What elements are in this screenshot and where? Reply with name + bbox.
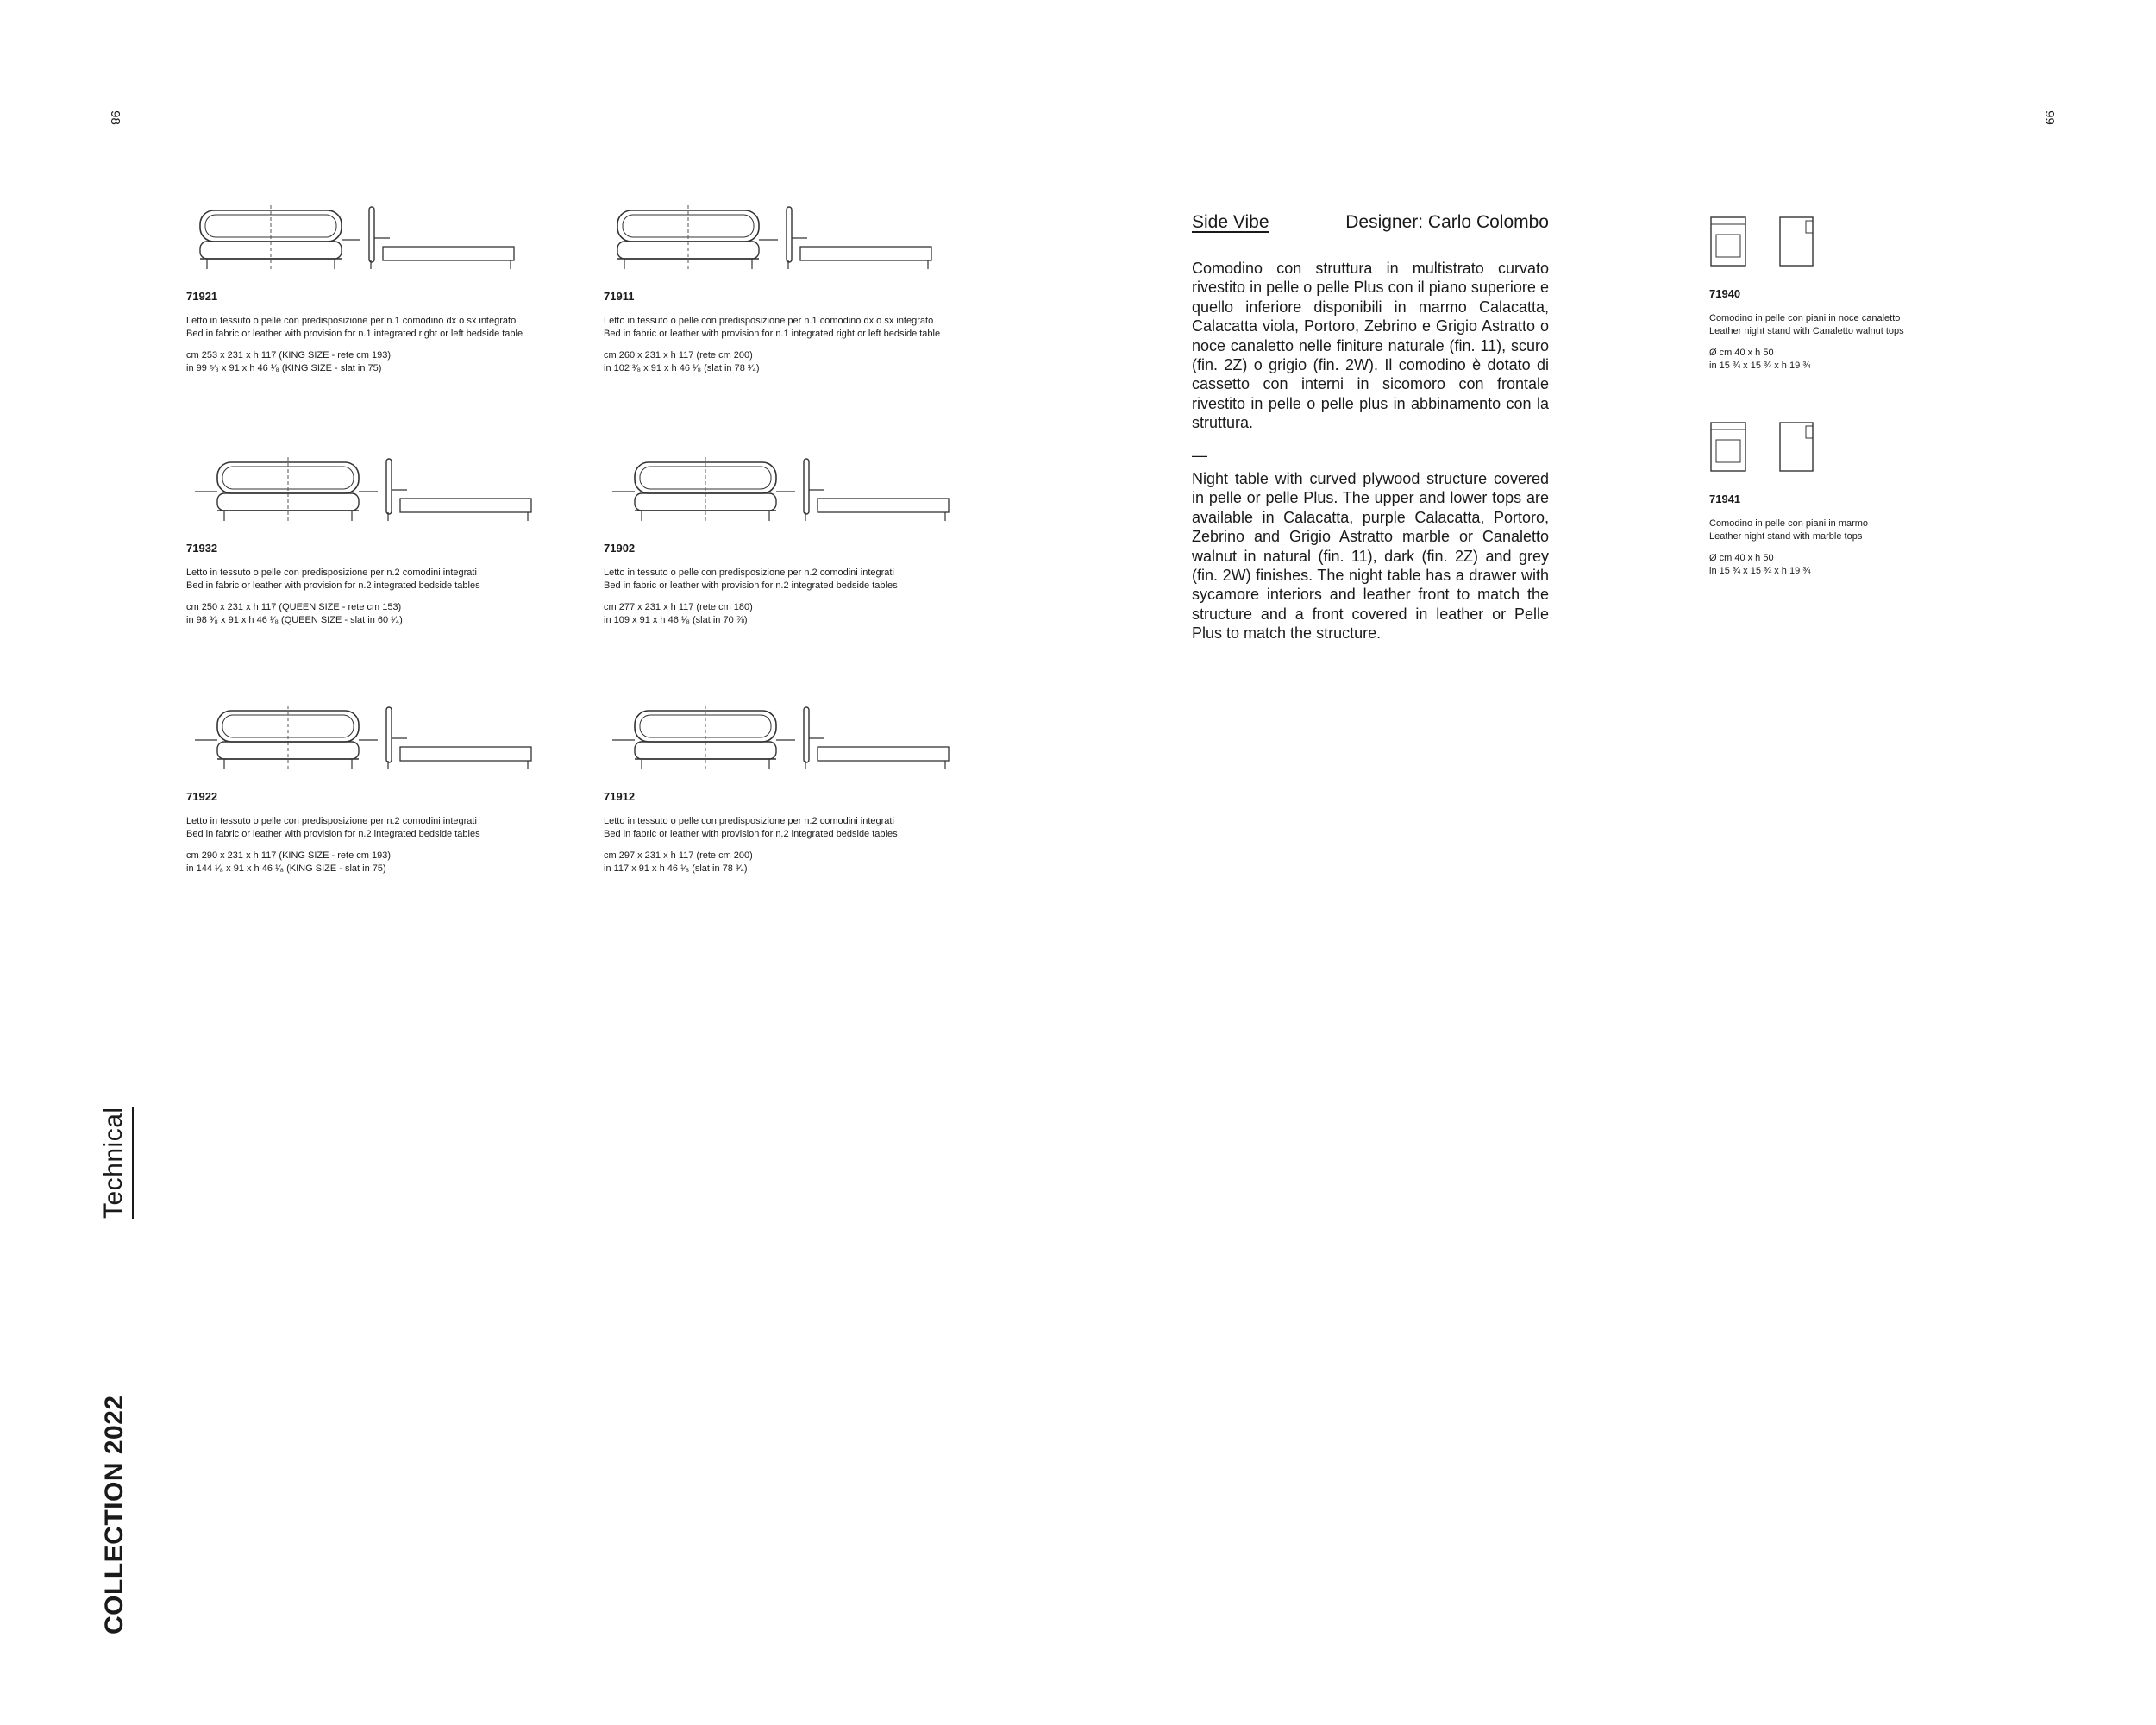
section-label: Technical [99,1107,134,1219]
page-number-left: 98 [107,110,122,125]
description-it: Letto in tessuto o pelle con predisposizione per n.1 comodino dx o sx integrato [604,316,934,326]
dimensions-in: in 117 x 91 x h 46 ¹⁄₈ (slat in 78 ³⁄₄) [604,863,748,874]
description-it: Letto in tessuto o pelle con predisposizione per n.2 comodini integrati [186,568,477,578]
product-code: 71912 [604,790,636,803]
bed-item [604,704,966,875]
dimensions-cm: cm 260 x 231 x h 117 (rete cm 200) [604,350,753,361]
description-en: Bed in fabric or leather with provision for n.1 integrated right or left bedside table [604,329,941,339]
product-code: 71941 [1709,492,1741,505]
bed-item [604,455,966,627]
description-italian: Comodino con struttura in multistrato curvato rivestito in pelle o pelle Plus con il piano superiore e quello inferiore disponibili in marmo Calacatta, Calacatta viola, Portoro, Zebrino e Grigio Astratto o noce canaletto nelle finiture naturale (fin. 11), scuro (fin. 2Z) o grigio (fin. 2W). Il comodino è dotato di cassetto con interni in sicomoro con frontale rivestito in pelle o pelle plus in abbinamento con la struttura. [1192,260,1549,432]
dimensions-cm: Ø cm 40 x h 50 [1709,348,1774,358]
nightstand-item [1709,421,2002,578]
product-code: 71921 [186,290,218,303]
description-en: Bed in fabric or leather with provision for n.2 integrated bedside tables [604,580,898,591]
dimensions-cm: cm 297 x 231 x h 117 (rete cm 200) [604,850,753,861]
bed-drawing [604,704,966,775]
dimensions-in: in 15 ¾ x 15 ¾ x h 19 ¾ [1709,566,1811,576]
bed-item [186,455,548,627]
product-code: 71940 [1709,287,1741,300]
description-en: Leather night stand with marble tops [1709,531,1863,542]
dimensions-in: in 98 ³⁄₈ x 91 x h 46 ¹⁄₈ (QUEEN SIZE - slat in 60 ¹⁄₄) [186,615,403,625]
nightstand-drawing [1709,216,1830,271]
description-it: Comodino in pelle con piani in marmo [1709,518,1869,529]
dimensions-in: in 99 ⁵⁄₈ x 91 x h 46 ¹⁄₈ (KING SIZE - slat in 75) [186,363,382,373]
description-it: Comodino in pelle con piani in noce canaletto [1709,313,1901,323]
description-en: Bed in fabric or leather with provision for n.1 integrated right or left bedside table [186,329,523,339]
bed-item [186,704,548,875]
bed-drawing [186,455,548,526]
bed-drawing [604,455,966,526]
description-en: Bed in fabric or leather with provision for n.2 integrated bedside tables [186,580,480,591]
product-code: 71922 [186,790,218,803]
dimensions-cm: Ø cm 40 x h 50 [1709,553,1774,563]
dimensions-cm: cm 253 x 231 x h 117 (KING SIZE - rete cm 193) [186,350,391,361]
bed-item [604,204,966,375]
description-en: Bed in fabric or leather with provision for n.2 integrated bedside tables [186,829,480,839]
bed-drawing [186,704,548,775]
dimensions-in: in 102 ³⁄₈ x 91 x h 46 ¹⁄₈ (slat in 78 ³⁄₄) [604,363,760,373]
dimensions-cm: cm 290 x 231 x h 117 (KING SIZE - rete cm 193) [186,850,391,861]
description-it: Letto in tessuto o pelle con predisposizione per n.1 comodino dx o sx integrato [186,316,517,326]
collection-label: COLLECTION 2022 [100,1395,128,1634]
page-number-right: 99 [2041,110,2057,125]
dimensions-in: in 15 ¾ x 15 ¾ x h 19 ¾ [1709,361,1811,371]
bed-item [186,204,548,375]
separator-dash: — [1192,447,1207,464]
product-header [1192,212,1549,233]
description-it: Letto in tessuto o pelle con predisposizione per n.2 comodini integrati [186,816,477,826]
description-it: Letto in tessuto o pelle con predisposizione per n.2 comodini integrati [604,568,894,578]
dimensions-in: in 109 x 91 x h 46 ¹⁄₈ (slat in 70 ⅞) [604,615,748,625]
description-en: Bed in fabric or leather with provision for n.2 integrated bedside tables [604,829,898,839]
nightstand-drawing [1709,421,1830,476]
description-it: Letto in tessuto o pelle con predisposizione per n.2 comodini integrati [604,816,894,826]
nightstand-item [1709,216,2002,373]
bed-drawing [604,204,966,274]
dimensions-cm: cm 277 x 231 x h 117 (rete cm 180) [604,602,753,612]
dimensions-in: in 144 ¹⁄₈ x 91 x h 46 ¹⁄₈ (KING SIZE - slat in 75) [186,863,386,874]
bed-drawing [186,204,548,274]
description-english: Night table with curved plywood structure covered in pelle or pelle Plus. The upper and lower tops are available in Calacatta, purple Calacatta, Portoro, Zebrino and Grigio Astratto marble or Canaletto walnut in natural (fin. 11), dark (fin. 2Z) and grey (fin. 2W) finishes. The night table has a drawer with sycamore interiors and leather front to match the structure and a front covered in leather or Pelle Plus to match the structure. [1192,470,1549,643]
dimensions-cm: cm 250 x 231 x h 117 (QUEEN SIZE - rete cm 153) [186,602,402,612]
product-code: 71911 [604,290,635,303]
product-code: 71902 [604,542,636,555]
product-name: Side Vibe [1192,212,1269,232]
description-en: Leather night stand with Canaletto walnut tops [1709,326,1904,336]
designer-name: Designer: Carlo Colombo [1345,212,1549,232]
product-code: 71932 [186,542,218,555]
